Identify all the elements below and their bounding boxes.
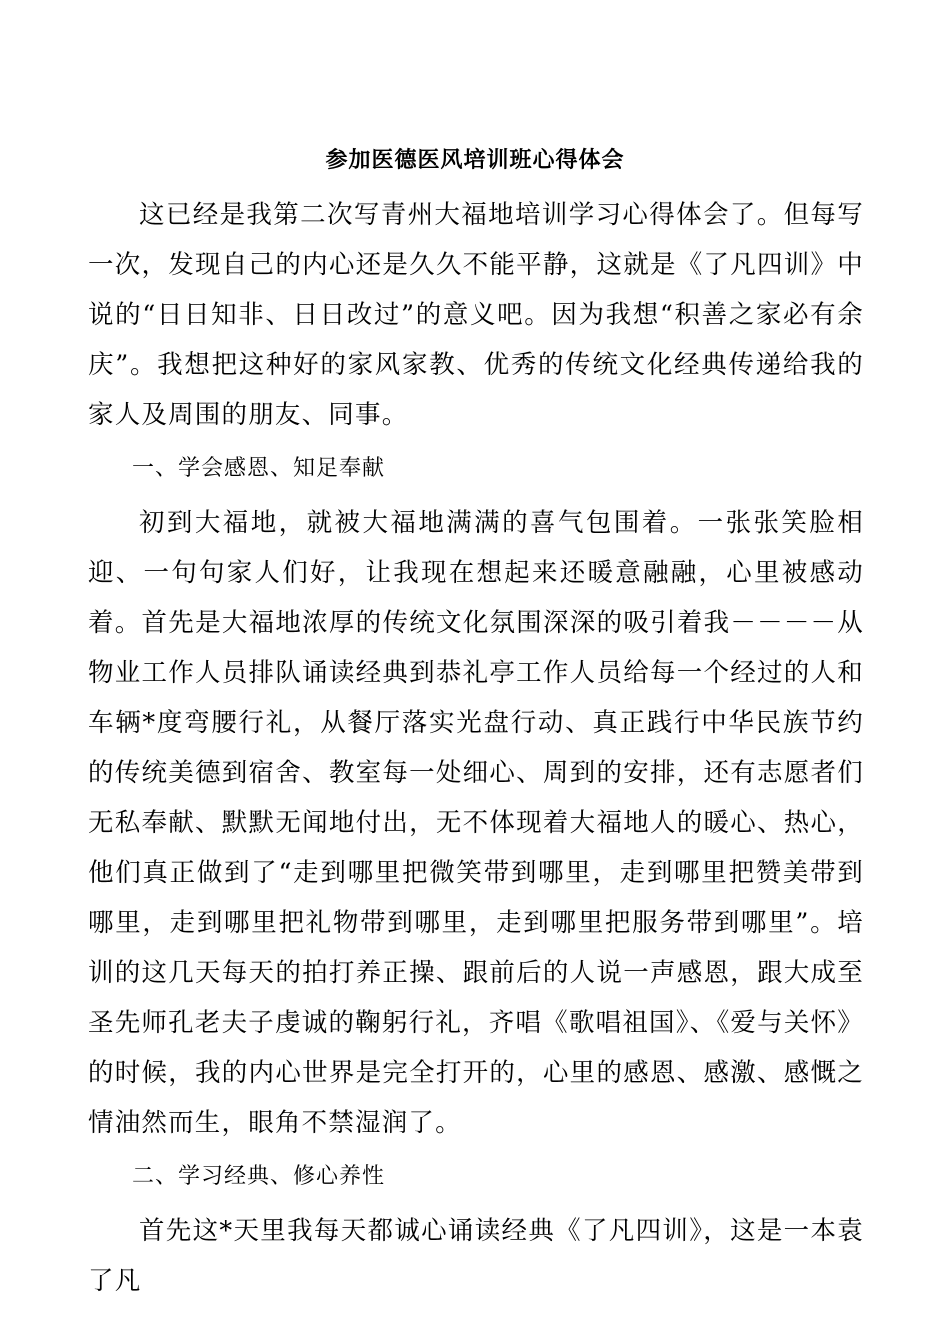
section-heading-1: 一、学会感恩、知足奉献	[132, 456, 386, 481]
section-heading-2: 二、学习经典、修心养性	[132, 1164, 386, 1189]
section-1-paragraph: 初到大福地，就被大福地满满的喜气包围着。一张张笑脸相迎、一句句家人们好，让我现在想起来还暖意融融，心里被感动着。首先是大福地浓厚的传统文化氛围深深的吸引着我－－－－从物业工作人员排队诵读经典到恭礼亭工作人员给每一个经过的人和车辆*度弯腰行礼，从餐厅落实光盘行动、真正践行中华民族节约的传统美德到宿舍、教室每一处细心、周到的安排，还有志愿者们无私奉献、默默无闻地付出，无不体现着大福地人的暖心、热心，他们真正做到了“走到哪里把微笑带到哪里，走到哪里把赞美带到哪里，走到哪里把礼物带到哪里，走到哪里把服务带到哪里”。培训的这几天每天的拍打养正操、跟前后的人说一声感恩，跟大成至圣先师孔老夫子虔诚的鞠躬行礼，齐唱《歌唱祖国》、《爱与关怀》的时候，我的内心世界是完全打开的，心里的感恩、感激、感慨之情油然而生，眼角不禁湿润了。	[88, 508, 864, 1138]
section-2-paragraph: 首先这*天里我每天都诚心诵读经典《了凡四训》，这是一本袁了凡	[88, 1216, 864, 1296]
intro-paragraph: 这已经是我第二次写青州大福地培训学习心得体会了。但每写一次，发现自己的内心还是久久不能平静，这就是《了凡四训》中说的“日日知非、日日改过”的意义吧。因为我想“积善之家必有余庆”。我想把这种好的家风家教、优秀的传统文化经典传递给我的家人及周围的朋友、同事。	[88, 200, 864, 430]
document-title: 参加医德医风培训班心得体会	[325, 148, 625, 173]
document-body	[88, 190, 864, 1306]
